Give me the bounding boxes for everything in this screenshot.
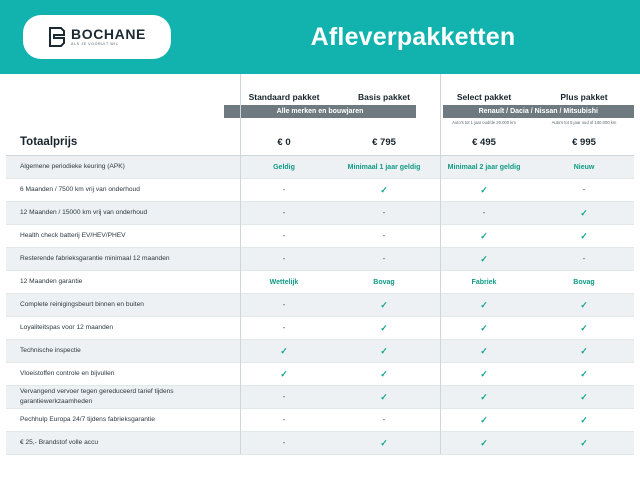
feature-value-2 (334, 186, 434, 195)
feature-value-4 (534, 255, 634, 263)
package-name-standaard: Standaard pakket (248, 92, 320, 102)
group-bar-renault-dacia-nissan-mitsubishi: Renault / Dacia / Nissan / Mitsubishi (443, 105, 634, 118)
feature-value-3: Fabriek (471, 278, 497, 286)
feature-value-4 (534, 209, 634, 218)
check-icon: ✓ (380, 368, 388, 379)
feature-value-2 (334, 439, 434, 448)
package-name-basis: Basis pakket (358, 92, 410, 102)
price-standaard: € 0 (277, 136, 291, 148)
check-icon: ✓ (480, 414, 488, 425)
check-icon: ✓ (480, 322, 488, 333)
column-divider-1 (240, 74, 241, 454)
feature-value-2 (334, 301, 434, 310)
dash-icon: - (382, 254, 386, 263)
dash-icon: - (282, 231, 286, 240)
feature-value-2 (334, 347, 434, 356)
price-basis: € 795 (372, 136, 396, 148)
feature-label: Technische inspectie (20, 347, 81, 355)
feature-label: Health check batterij EV/HEV/PHEV (20, 232, 126, 240)
feature-value-4: Nieuw (573, 163, 595, 171)
logo-badge (23, 15, 171, 59)
check-icon: ✓ (480, 184, 488, 195)
feature-value-1: Wettelijk (269, 278, 299, 286)
table-row (6, 340, 634, 363)
group-bar-gap (416, 105, 443, 118)
feature-rows (6, 156, 634, 455)
feature-value-3 (434, 347, 534, 356)
note-basis (334, 118, 434, 129)
check-icon: ✓ (280, 345, 288, 356)
notes-spacer (6, 118, 234, 129)
feature-value-4 (534, 232, 634, 241)
feature-label: Vervangend vervoer tegen gereduceerd tarief tijdens garantiewerkzaamheden (20, 388, 174, 405)
table-row (6, 225, 634, 248)
dash-icon: - (282, 208, 286, 217)
package-name-select: Select pakket (456, 92, 512, 102)
table-row (6, 248, 634, 271)
feature-value-2 (334, 209, 434, 217)
feature-value-1 (234, 255, 334, 263)
feature-value-2 (334, 232, 434, 240)
check-icon: ✓ (480, 368, 488, 379)
logo (0, 0, 186, 74)
logo-name: BOCHANE (71, 26, 146, 43)
check-icon: ✓ (380, 345, 388, 356)
title-area (186, 0, 640, 74)
feature-value-3 (434, 301, 534, 310)
feature-value-4 (534, 186, 634, 194)
feature-value-3 (434, 232, 534, 241)
dash-icon: - (482, 208, 486, 217)
check-icon: ✓ (580, 207, 588, 218)
group-bar-alle-merken: Alle merken en bouwjaren (224, 105, 415, 118)
feature-value-3 (434, 439, 534, 448)
feature-label: Algemene periodieke keuring (APK) (20, 163, 125, 171)
dash-icon: - (282, 415, 286, 424)
feature-label: 12 Maanden / 15000 km vrij van onderhoud (20, 209, 148, 217)
group-bars-row (6, 105, 634, 118)
logo-text (71, 27, 146, 47)
dash-icon: - (582, 185, 586, 194)
feature-value-2 (334, 370, 434, 379)
feature-value-1 (234, 232, 334, 240)
check-icon: ✓ (280, 368, 288, 379)
check-icon: ✓ (580, 368, 588, 379)
table-row (6, 409, 634, 432)
feature-value-2 (334, 416, 434, 424)
page-header (0, 0, 640, 74)
check-icon: ✓ (480, 253, 488, 264)
dash-icon: - (282, 254, 286, 263)
feature-value-1 (234, 186, 334, 194)
dash-icon: - (282, 323, 286, 332)
feature-value-4 (534, 324, 634, 333)
feature-label: Loyaliteitspas voor 12 maanden (20, 324, 114, 332)
column-divider-2 (440, 74, 441, 454)
feature-value-3 (434, 255, 534, 264)
check-icon: ✓ (580, 345, 588, 356)
feature-value-4: Bovag (573, 278, 595, 286)
feature-label: Vloeistoffen controle en bijvullen (20, 370, 115, 378)
feature-value-1 (234, 324, 334, 332)
table-row (6, 386, 634, 409)
feature-value-4 (534, 301, 634, 310)
logo-tagline: ALS JE VOORUIT WIL (71, 42, 119, 47)
dash-icon: - (282, 300, 286, 309)
dash-icon: - (382, 415, 386, 424)
check-icon: ✓ (380, 299, 388, 310)
dash-icon: - (382, 208, 386, 217)
dash-icon: - (282, 185, 286, 194)
feature-value-2: Bovag (373, 278, 395, 286)
table-row (6, 363, 634, 386)
note-standaard (234, 118, 334, 129)
check-icon: ✓ (580, 414, 588, 425)
dash-icon: - (382, 231, 386, 240)
check-icon: ✓ (480, 437, 488, 448)
feature-label: 6 Maanden / 7500 km vrij van onderhoud (20, 186, 140, 194)
feature-value-3 (434, 186, 534, 195)
check-icon: ✓ (480, 299, 488, 310)
bochane-mark-icon (48, 27, 66, 47)
check-icon: ✓ (580, 322, 588, 333)
feature-value-1 (234, 416, 334, 424)
dash-icon: - (582, 254, 586, 263)
feature-value-2: Minimaal 1 jaar geldig (347, 163, 421, 171)
feature-value-4 (534, 393, 634, 402)
feature-label: 12 Maanden garantie (20, 278, 83, 286)
dash-icon: - (282, 392, 286, 401)
feature-value-4 (534, 416, 634, 425)
note-plus: Auto's tot 5 jaar oud of 100.000 km (551, 120, 617, 125)
check-icon: ✓ (580, 299, 588, 310)
table-row (6, 179, 634, 202)
note-select: Auto's tot 1 jaar oud/de 20.000 km (452, 120, 516, 125)
feature-value-1 (234, 209, 334, 217)
feature-label: Complete reinigingsbeurt binnen en buiten (20, 301, 144, 309)
check-icon: ✓ (380, 437, 388, 448)
table-row (6, 202, 634, 225)
totaalprijs-label: Totaalprijs (20, 136, 78, 148)
check-icon: ✓ (380, 184, 388, 195)
check-icon: ✓ (480, 391, 488, 402)
feature-value-3 (434, 416, 534, 425)
check-icon: ✓ (480, 345, 488, 356)
feature-value-4 (534, 370, 634, 379)
price-select: € 495 (472, 136, 496, 148)
feature-value-4 (534, 439, 634, 448)
table-row (6, 294, 634, 317)
feature-value-3 (434, 370, 534, 379)
feature-value-3 (434, 393, 534, 402)
check-icon: ✓ (380, 391, 388, 402)
check-icon: ✓ (480, 230, 488, 241)
check-icon: ✓ (580, 230, 588, 241)
table-row (6, 271, 634, 294)
check-icon: ✓ (580, 391, 588, 402)
price-plus: € 995 (572, 136, 596, 148)
feature-value-2 (334, 255, 434, 263)
check-icon: ✓ (380, 322, 388, 333)
package-name-plus: Plus pakket (560, 92, 608, 102)
check-icon: ✓ (580, 437, 588, 448)
feature-value-3: Minimaal 2 jaar geldig (447, 163, 521, 171)
feature-value-1 (234, 393, 334, 401)
dash-icon: - (282, 438, 286, 447)
table-row (6, 156, 634, 179)
feature-value-2 (334, 393, 434, 402)
table-row (6, 432, 634, 455)
package-header-row (6, 74, 634, 102)
feature-value-3 (434, 209, 534, 217)
feature-value-4 (534, 347, 634, 356)
feature-value-1 (234, 370, 334, 379)
packages-table (0, 74, 640, 455)
feature-label: € 25,- Brandstof volle accu (20, 439, 99, 447)
feature-label: Pechhulp Europa 24/7 tijdens fabrieksgarantie (20, 416, 155, 424)
feature-value-2 (334, 324, 434, 333)
feature-label: Resterende fabrieksgarantie minimaal 12 maanden (20, 255, 170, 263)
table-row (6, 317, 634, 340)
feature-value-1: Geldig (273, 163, 295, 171)
feature-value-1 (234, 347, 334, 356)
feature-value-1 (234, 301, 334, 309)
group-bars-spacer (6, 105, 224, 118)
feature-value-1 (234, 439, 334, 447)
package-notes-row (6, 118, 634, 129)
feature-value-3 (434, 324, 534, 333)
page-title: Afleverpakketten (310, 22, 516, 51)
totaalprijs-row (6, 129, 634, 156)
